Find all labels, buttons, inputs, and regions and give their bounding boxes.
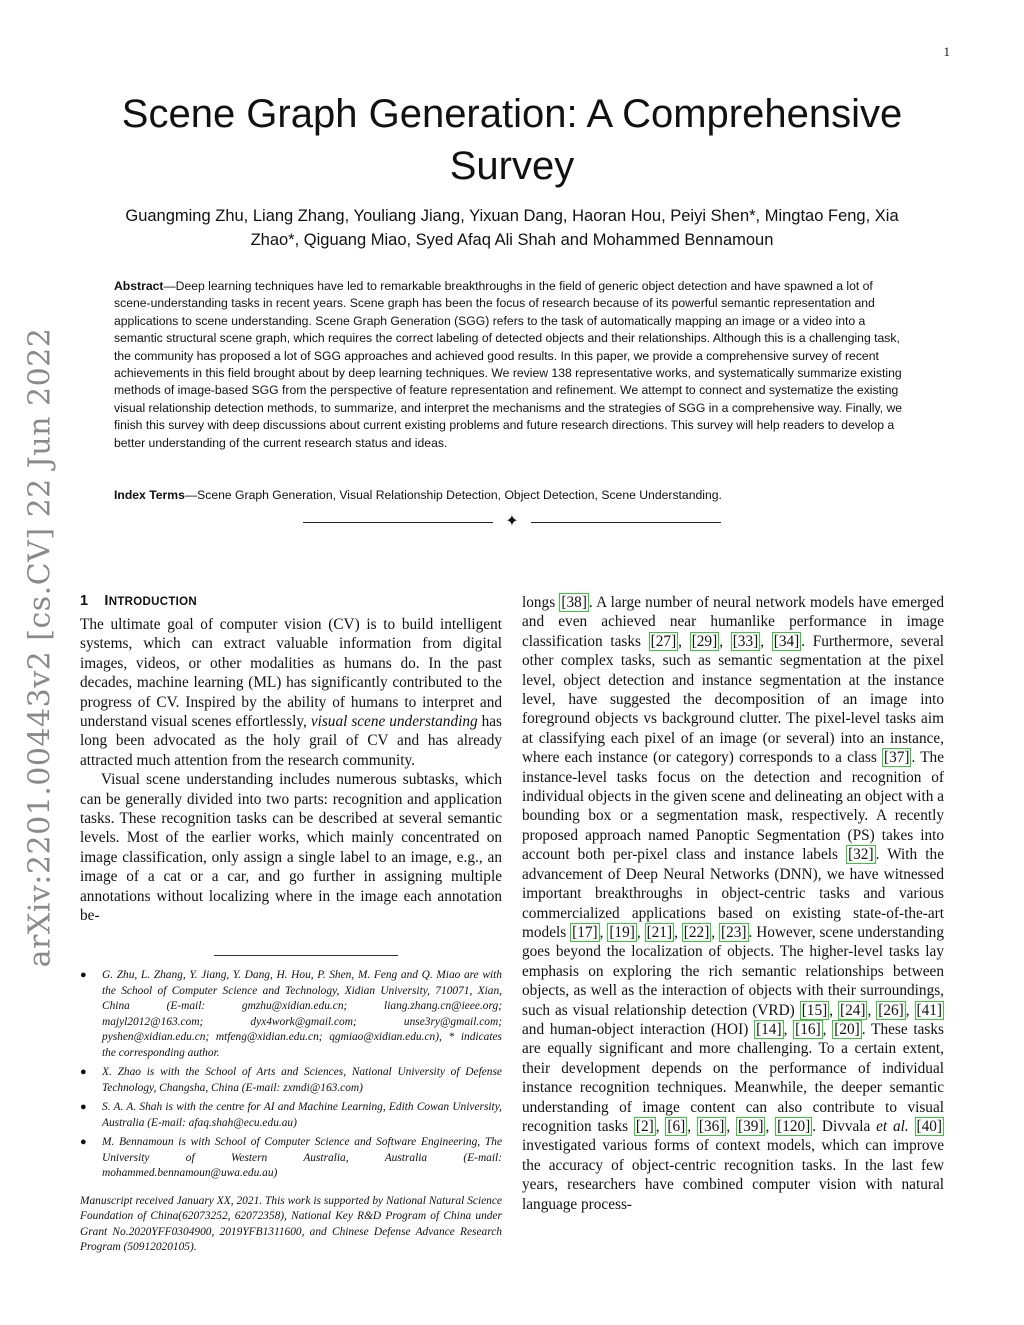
intro-paragraph-1 <box>80 615 502 770</box>
arxiv-identifier[interactable]: arXiv:2201.00443v2 [cs.CV] 22 Jun 2022 <box>22 327 58 968</box>
footnote-affiliation <box>80 1065 502 1096</box>
citation-link[interactable]: [23] <box>721 923 747 941</box>
footnote-affiliation <box>80 1135 502 1182</box>
citation-link[interactable]: [17] <box>572 923 598 941</box>
footnote-text: X. Zhao is with the School of Arts and Sciences, National University of Defense Technology, Changsha, China (E-mail: zxmdi@163.com) <box>102 1066 502 1094</box>
text-run: . With the advancement of Deep Neural Networks (DNN), we have witnessed important breakthroughs in object-centric tasks and various commercialized applications based on existing state-of-the-art models <box>522 846 944 941</box>
citation-link[interactable]: [2] <box>635 1117 654 1135</box>
citation-link[interactable]: [38] <box>561 594 587 611</box>
citation-link[interactable]: [15] <box>801 1001 828 1019</box>
intro-paragraph-2: Visual scene understanding includes numerous subtasks, which can be generally divided into two parts: recognition and application tasks. These recognition tasks can be described at several semantic levels. Most of the earlier works, which mainly concentrated on image classification, only assign a single label to an image, e.g., an image of a cat or a car, and go further in assigning multiple annotations without localizing where in the image each annotation be- <box>80 771 502 925</box>
abstract <box>114 278 910 452</box>
emphasis-visual-scene-understanding: visual scene understanding <box>310 713 478 731</box>
abstract-text: —Deep learning techniques have led to remarkable breakthroughs in the field of generic object detection and have spawned a lot of scene-understanding tasks in recent years. Scene graph has been the focus of research because of its powerful semantic representation and applications to scene understanding. Scene Graph Generation (SGG) refers to the task of automatically mapping an image or a video into a semantic structural scene graph, which requires the correct labeling of detected objects and their relationships. Although this is a challenging task, the community has proposed a lot of SGG approaches and achieved good results. In this paper, we provide a comprehensive survey of recent achievements in this field brought about by deep learning techniques. We review 138 representative works, and systematically summarize existing methods of image-based SGG from the perspective of feature representation and refinement. We attempt to connect and systematize the existing visual relationship detection methods, to summarize, and interpret the mechanisms and the strategies of SGG in a comprehensive way. Finally, we finish this survey with deep discussions about current existing problems and future research directions. This survey will help readers to develop a better understanding of the current research status and ideas. <box>114 279 903 450</box>
section-number: 1 <box>80 593 89 609</box>
right-column <box>522 593 944 1214</box>
section-title-rest: NTRODUCTION <box>108 596 197 608</box>
text-run: . The instance-level tasks focus on the detection and recognition of individual objects in the given scene and delineating an object with a bounding box or a segmentation mask, respectively. A recently proposed approach named Panoptic Segmentation (PS) takes into account both per-pixel class and instance labels <box>522 749 944 864</box>
citation-link[interactable]: [14] <box>756 1020 782 1038</box>
citation-link[interactable]: [41] <box>916 1001 942 1019</box>
footnote-text: M. Bennamoun is with School of Computer Science and Software Engineering, The University of Western Australia, Australia (E-mail: mohammed.bennamoun@uwa.edu.au) <box>102 1136 502 1179</box>
text-run: and human-object interaction (HOI) <box>522 1020 755 1038</box>
citation-link[interactable]: [16] <box>795 1020 821 1038</box>
text-run: . However, scene understanding goes beyond the localization of objects. The higher-level tasks lay emphasis on exploring the rich semantic relationships between objects, as well as the interaction of objects with their surroundings, such as visual relationship detection (VRD) <box>522 923 944 1019</box>
footnotes <box>80 968 502 1256</box>
text-run: . Divvala <box>812 1117 877 1135</box>
index-terms-label: Index Terms <box>114 488 185 502</box>
separator-line-right <box>531 522 721 523</box>
citation-link[interactable]: [33] <box>732 632 759 650</box>
text-run: . A large number of neural network models have emerged and even achieved near humanlike performance in image classification tasks <box>522 594 945 650</box>
footnote-affiliation <box>80 968 502 1061</box>
author-list: Guangming Zhu, Liang Zhang, Youliang Jiang, Yixuan Dang, Haoran Hou, Peiyi Shen*, Mingtao Feng, Xia Zhao*, Qiguang Miao, Syed Afaq Ali Shah and Mohammed Bennamoun <box>125 207 899 249</box>
citation-link[interactable]: [21] <box>646 923 673 941</box>
manuscript-note: Manuscript received January XX, 2021. This work is supported by National Natural Science Foundation of China(62073252, 62072358), National Key R&D Program of China under Grant No.2020YFF0304900, 2019YFB1311600, and Chinese Defense Advance Research Program (50912020105). <box>80 1194 502 1253</box>
citation-link[interactable]: [20] <box>834 1020 860 1038</box>
text-run: investigated various forms of context models, which can improve the accuracy of object-centric recognition tasks. In the last few years, researchers have combined computer vision with natural language process- <box>522 1137 944 1213</box>
emphasis-et-al: et al. <box>876 1117 909 1135</box>
text-run: has long been advocated as the holy grail of CV and has already attracted much attention from the research community. <box>80 713 502 769</box>
bullet-icon: ● <box>80 969 87 981</box>
footnote-text: S. A. A. Shah is with the centre for AI and Machine Learning, Edith Cowan University, Australia (E-mail: afaq.shah@ecu.edu.au) <box>102 1101 502 1129</box>
section-separator <box>303 512 721 534</box>
abstract-label: Abstract <box>114 279 164 293</box>
citation-link[interactable]: [37] <box>883 749 910 767</box>
footnote-text: G. Zhu, L. Zhang, Y. Jiang, Y. Dang, H. Hou, P. Shen, M. Feng and Q. Miao are with the School of Computer Science and Technology, Xidian University, 710071, Xian, China (E-mail: gmzhu@xidian.edu.cn; liang.zhang.cn@ieee.org; majyl2012@163.com; dyx4work@gmail.com; unse3ry@gmail.com; pyshen@xidian.edu.cn; mtfeng@xidian.edu.cn; qgmiao@xidian.edu.cn), * indicates the corresponding author. <box>102 969 502 1059</box>
left-column <box>80 593 502 926</box>
citation-link[interactable]: [24] <box>839 1001 866 1019</box>
citation-link[interactable]: [36] <box>698 1117 725 1135</box>
page-number: 1 <box>943 44 950 59</box>
text-run: . These tasks are equally significant and more challenging. To a certain extent, their development depends on the performance of individual instance recognition techniques. Meanwhile, the deeper semantic understanding of image content can also contribute to visual recognition tasks <box>522 1020 944 1135</box>
index-terms-text: —Scene Graph Generation, Visual Relationship Detection, Object Detection, Scene Understanding. <box>184 488 722 502</box>
citation-link[interactable]: [39] <box>737 1117 764 1135</box>
section-heading-introduction <box>80 593 502 609</box>
bullet-icon: ● <box>80 1101 87 1113</box>
footnote-rule <box>214 955 398 956</box>
citation-link[interactable]: [6] <box>667 1117 686 1135</box>
citation-link[interactable]: [26] <box>878 1001 904 1019</box>
citation-link[interactable]: [40] <box>916 1117 943 1135</box>
footnote-affiliation <box>80 1100 502 1131</box>
citation-link[interactable]: [27] <box>650 632 677 650</box>
citation-link[interactable]: [29] <box>691 632 718 650</box>
bullet-icon: ● <box>80 1066 87 1078</box>
citation-link[interactable]: [22] <box>683 923 710 941</box>
separator-ornament: ✦ <box>505 511 519 530</box>
index-terms <box>114 487 910 504</box>
citation-link[interactable]: [32] <box>848 846 874 864</box>
citation-link[interactable]: [34] <box>773 632 800 650</box>
intro-paragraph-continued: longs [38] . A large number of neural network models have emerged and even achieved near humanlike performance in image classification tasks [27] , [29] , [33] , [34] . Furthermore, several other complex tasks, such as semantic segmentation at the pixel level, object detection and instance segmentation at the instance level, have suggested the decomposition of an image into foreground objects vs background clutter. The pixel-level tasks aim at classifying each pixel of an image (or several) into an instance, where each instance (or category) corresponds to a class [37] . The instance-level tasks focus on the detection and recognition of individual objects in the given scene and delineating an object with a bounding box or a segmentation mask, respectively. A recently proposed approach named Panoptic Segmentation (PS) takes into account both per-pixel class and instance labels [32] . With the advancement of Deep Neural Networks (DNN), we have witnessed important breakthroughs in object-centric tasks and various commercialized applications based on existing state-of-the-art models [17] , [19] , [21] , [22] , [23] . However, scene understanding goes beyond the localization of objects. The higher-level tasks lay emphasis on exploring the rich semantic relationships between objects, as well as the interaction of objects with their surroundings, such as visual relationship detection (VRD) [15] , [24] , [26] , [41] and human-object interaction (HOI) [14] , [16] , [20] . These tasks are equally significant and more challenging. To a certain extent, their development depends on the performance of individual instance recognition techniques. Meanwhile, the deeper semantic understanding of image content can also contribute to visual recognition tasks [2] , [6] , [36] , [39] , [120] . Divvala et al. [40] investigated various forms of context models, which can improve the accuracy of object-centric recognition tasks. In the last few years, researchers have combined computer vision with natural language process- <box>522 594 945 1213</box>
text-run: . Furthermore, several other complex tasks, such as semantic segmentation at the pixel level, object detection and instance segmentation at the instance level, have suggested the decomposition of an image into foreground objects vs background clutter. The pixel-level tasks aim at classifying each pixel of an image (or several) into an instance, where each instance (or category) corresponds to a class <box>522 632 945 767</box>
separator-line-left <box>303 522 493 523</box>
text-run: The ultimate goal of computer vision (CV) is to build intelligent systems, which can extract valuable information from digital images, videos, or other modalities as humans do. In the past decades, machine learning (ML) has significantly contributed to the progress of CV. Inspired by the ability of humans to interpret and understand visual scenes effortlessly, <box>80 616 502 731</box>
section-first-letter: I <box>104 593 109 609</box>
bullet-icon: ● <box>80 1136 87 1148</box>
paper-title: Scene Graph Generation: A Comprehensive Survey <box>121 92 903 188</box>
citation-link[interactable]: [19] <box>609 923 635 941</box>
citation-link[interactable]: [120] <box>777 1117 811 1135</box>
text-run <box>909 1118 915 1135</box>
text-run: longs <box>522 594 560 611</box>
